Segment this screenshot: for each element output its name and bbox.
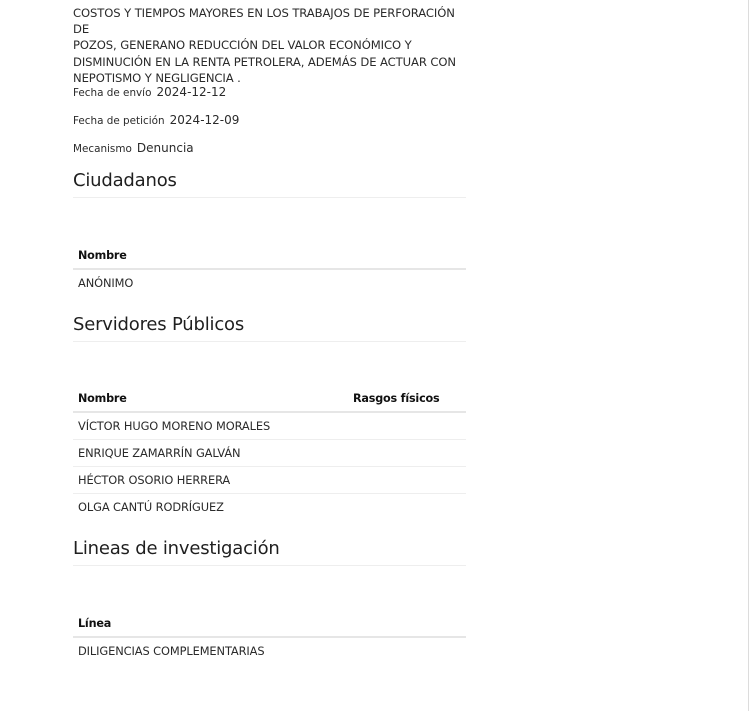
field-fecha-envio bbox=[73, 81, 226, 100]
field-value: 2024-12-09 bbox=[169, 113, 240, 127]
cell-rasgos-fisicos bbox=[348, 494, 466, 521]
cell-nombre: ENRIQUE ZAMARRÍN GALVÁN bbox=[73, 440, 348, 467]
table-row bbox=[73, 269, 466, 296]
column-header-nombre: Nombre bbox=[73, 249, 466, 269]
cell-nombre: VÍCTOR HUGO MORENO MORALES bbox=[73, 412, 348, 440]
servidores-table bbox=[73, 392, 466, 520]
cell-rasgos-fisicos bbox=[348, 440, 466, 467]
table-row bbox=[73, 637, 466, 664]
description-line: POZOS, GENERANO REDUCCIÓN DEL VALOR ECONÓMICO Y bbox=[73, 38, 412, 53]
cell-rasgos-fisicos bbox=[348, 467, 466, 494]
field-value: 2024-12-12 bbox=[156, 85, 227, 99]
cell-linea: DILIGENCIAS COMPLEMENTARIAS bbox=[78, 644, 265, 658]
ciudadanos-table bbox=[73, 249, 466, 296]
field-label: Mecanismo bbox=[73, 143, 132, 155]
cell-nombre: ANÓNIMO bbox=[78, 276, 134, 290]
table-header-row bbox=[73, 617, 466, 637]
complaint-detail bbox=[73, 0, 466, 658]
complaint-description bbox=[73, 5, 466, 86]
table-row bbox=[73, 412, 466, 440]
description-line: COSTOS Y TIEMPOS MAYORES EN LOS TRABAJOS DE PERFORACIÓN DE bbox=[73, 6, 455, 37]
field-mecanismo bbox=[73, 137, 194, 156]
table-header-row bbox=[73, 249, 466, 269]
column-header-linea: Línea bbox=[73, 617, 466, 637]
field-value: Denuncia bbox=[136, 141, 194, 155]
table-row bbox=[73, 494, 466, 521]
table-header-row bbox=[73, 392, 466, 412]
section-title-ciudadanos: Ciudadanos bbox=[73, 170, 466, 198]
description-line: NEPOTISMO Y NEGLIGENCIA . bbox=[73, 70, 241, 85]
table-row bbox=[73, 467, 466, 494]
column-header-nombre: Nombre bbox=[73, 392, 348, 412]
table-row bbox=[73, 440, 466, 467]
lineas-table bbox=[73, 617, 466, 664]
page-right-border bbox=[748, 0, 749, 711]
description-line: DISMINUCIÓN EN LA RENTA PETROLERA, ADEMÁS DE ACTUAR CON bbox=[73, 54, 456, 69]
section-title-lineas-investigacion: Lineas de investigación bbox=[73, 538, 466, 566]
column-header-rasgos-fisicos: Rasgos físicos bbox=[348, 392, 466, 412]
cell-rasgos-fisicos bbox=[348, 412, 466, 440]
field-label: Fecha de petición bbox=[73, 115, 165, 127]
cell-nombre: OLGA CANTÚ RODRÍGUEZ bbox=[78, 500, 224, 514]
field-fecha-peticion bbox=[73, 109, 239, 128]
field-label: Fecha de envío bbox=[73, 87, 152, 99]
cell-nombre: HÉCTOR OSORIO HERRERA bbox=[73, 467, 348, 494]
section-title-servidores-publicos: Servidores Públicos bbox=[73, 314, 466, 342]
